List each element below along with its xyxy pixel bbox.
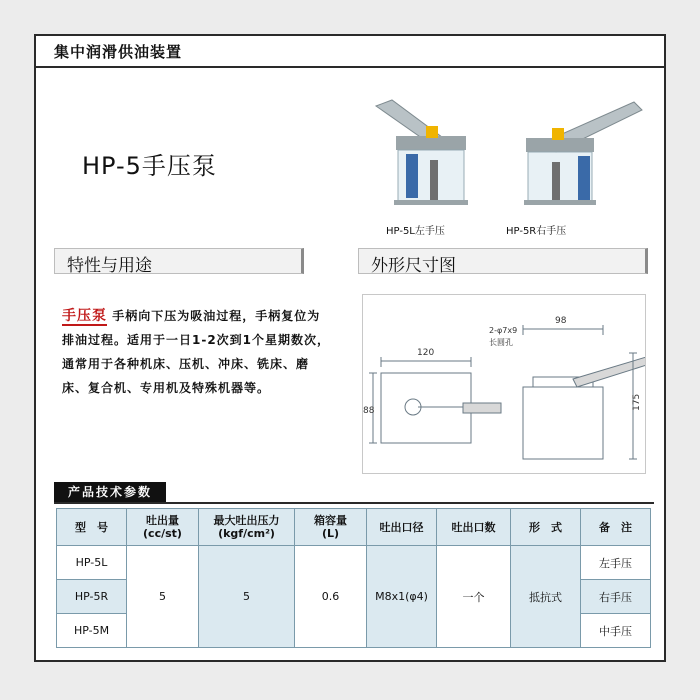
features-heading: 特性与用途 — [67, 256, 152, 276]
row-model: HP-5R — [57, 580, 127, 614]
table-row — [57, 546, 651, 580]
front-width-label: 120 — [417, 348, 435, 358]
page-frame — [34, 34, 666, 662]
spec-table — [56, 508, 651, 648]
dimension-drawing — [362, 294, 646, 474]
pump-photos — [366, 92, 646, 212]
header-bar — [36, 36, 664, 68]
front-height-label: 88 — [363, 406, 375, 416]
features-section-bar — [54, 248, 304, 274]
pressure-value: 5 — [199, 546, 295, 648]
row-remark: 右手压 — [581, 580, 651, 614]
dimension-drawing-svg — [363, 295, 645, 473]
spec-divider — [54, 502, 654, 504]
description — [62, 304, 332, 400]
row-model: HP-5L — [57, 546, 127, 580]
discharge-value: 5 — [127, 546, 199, 648]
capacity-value: 0.6 — [295, 546, 367, 648]
right-pump-caption: HP-5R右手压 — [506, 226, 567, 237]
dimensions-heading: 外形尺寸图 — [371, 256, 456, 276]
outlets-value: 一个 — [437, 546, 511, 648]
row-remark: 左手压 — [581, 546, 651, 580]
row-model: HP-5M — [57, 614, 127, 648]
header-title: 集中润滑供油装置 — [54, 43, 183, 61]
spec-tag: 产品技术参数 — [54, 482, 166, 502]
col-discharge: 吐出量 (cc/st) — [127, 509, 199, 546]
form-value: 抵抗式 — [511, 546, 581, 648]
col-diameter: 吐出口径 — [367, 509, 437, 546]
hole-note: 2-φ7x9 — [489, 326, 518, 335]
col-outlets: 吐出口数 — [437, 509, 511, 546]
col-model: 型 号 — [57, 509, 127, 546]
description-text: 手柄向下压为吸油过程，手柄复位为排油过程。适用于一日1-2次到1个星期数次，通常用于各种机床、压机、冲床、铣床、磨床、复合机、专用机及特殊机器等。 — [62, 309, 331, 395]
col-capacity: 箱容量 (L) — [295, 509, 367, 546]
left-pump-image — [376, 100, 468, 205]
product-title: HP-5手压泵 — [82, 152, 217, 180]
row-remark: 中手压 — [581, 614, 651, 648]
col-remark: 备 注 — [581, 509, 651, 546]
col-form: 形 式 — [511, 509, 581, 546]
front-view — [369, 357, 501, 443]
dimensions-section-bar — [358, 248, 648, 274]
col-pressure: 最大吐出压力 (kgf/cm²) — [199, 509, 295, 546]
diameter-value: M8x1(φ4) — [367, 546, 437, 648]
side-width-label: 98 — [555, 316, 567, 326]
right-pump-image — [524, 102, 642, 205]
side-view — [523, 325, 645, 459]
side-height-label: 175 — [632, 393, 642, 411]
description-highlight: 手压泵 — [62, 308, 107, 324]
left-pump-caption: HP-5L左手压 — [386, 226, 445, 237]
spec-header-row — [57, 509, 651, 546]
hole-label: 长圆孔 — [489, 338, 513, 347]
